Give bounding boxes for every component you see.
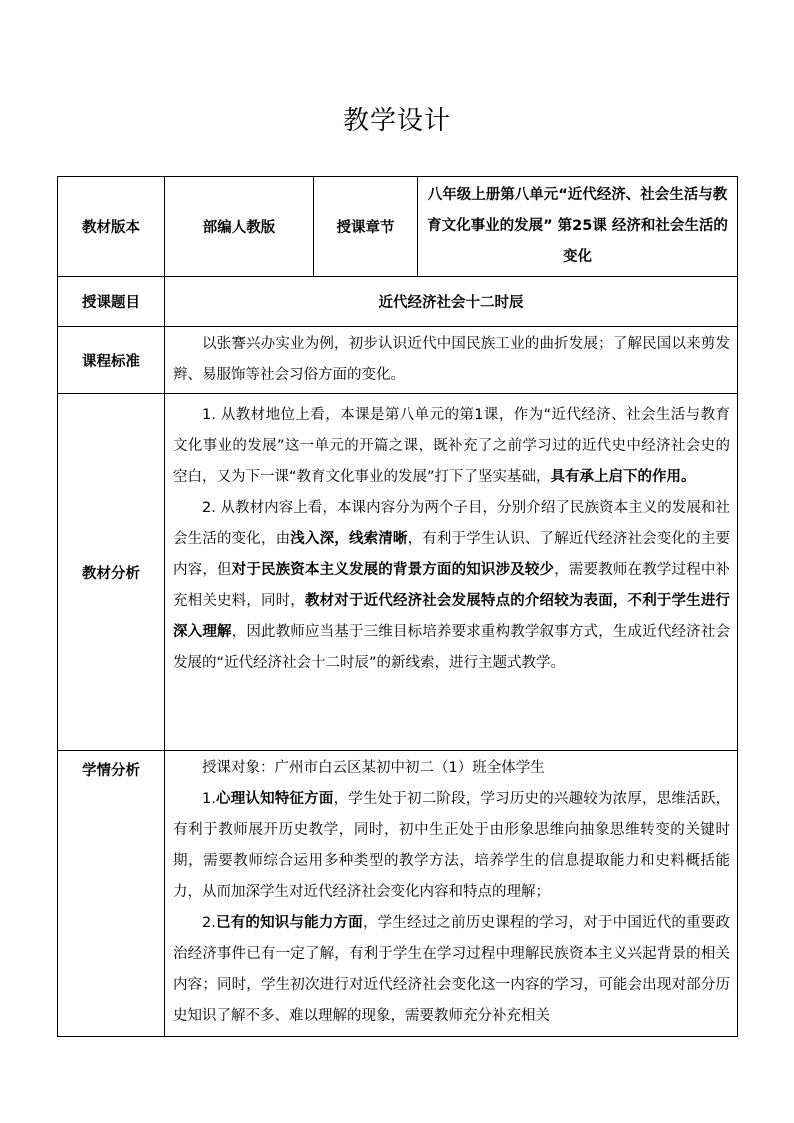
label-standard: 课程标准 <box>58 327 165 394</box>
value-chapter: 八年级上册第八单元“近代经济、社会生活与教育文化事业的发展” 第25课 经济和社会生活的变化 <box>418 177 738 277</box>
learner-paragraph-2: 2.已有的知识与能力方面，学生经过之前历史课程的学习，对于中国近代的重要政治经济事件已有一定了解，有利于学生在学习过程中理解民族资本主义兴起背景的相关内容；同时，学生初次进行对近代经济社会变化这一内容的学习，可能会出现对部分历史知识了解不多、难以理解的现象，需要教师充分补充相关 <box>173 915 730 1024</box>
page-title: 教学设计 <box>342 106 451 136</box>
row-textbook-edition <box>58 177 738 277</box>
lesson-design-table <box>57 176 738 1037</box>
row-lesson-topic <box>58 277 738 327</box>
value-topic: 近代经济社会十二时辰 <box>165 277 738 327</box>
learner-paragraph-1: 1.心理认知特征方面，学生处于初二阶段，学习历史的兴趣较为浓厚，思维活跃，有利于教师展开历史教学，同时，初中生正处于由形象思维向抽象思维转变的关键时期，需要教师综合运用多种类型的教学方法，培养学生的信息提取能力和史料概括能力，从而加深学生对近代经济社会变化内容和特点的理解； <box>173 791 731 900</box>
label-topic: 授课题目 <box>58 277 165 327</box>
label-edition: 教材版本 <box>58 177 165 277</box>
label-learner-analysis: 学情分析 <box>58 751 165 1037</box>
analysis-paragraph-2: 2. 从教材内容上看，本课内容分为两个子目，分别介绍了民族资本主义的发展和社会生活的变化，由浅入深，线索清晰，有利于学生认识、了解近代经济社会变化的主要内容，但对于民族资本主义发展的背景方面的知识涉及较少，需要教师在教学过程中补充相关史料，同时，教材对于近代经济社会发展特点的介绍较为表面，不利于学生进行深入理解，因此教师应当基于三维目标培养要求重构教学叙事方式，生成近代经济社会发展的“近代经济社会十二时辰”的新线索，进行主题式教学。 <box>173 500 731 671</box>
label-textbook-analysis: 教材分析 <box>58 394 165 751</box>
standard-text: 以张謇兴办实业为例，初步认识近代中国民族工业的曲折发展；了解民国以来剪发辫、易服饰等社会习俗方面的变化。 <box>173 336 730 383</box>
learner-target: 授课对象：广州市白云区某初中初二（1）班全体学生 <box>202 760 545 776</box>
analysis-paragraph-1: 1. 从教材地位上看，本课是第八单元的第1课，作为“近代经济、社会生活与教育文化事业的发展”这一单元的开篇之课，既补充了之前学习过的近代史中经济社会史的空白，又为下一课“教育文化事业的发展”打下了坚实基础，具有承上启下的作用。 <box>173 407 730 485</box>
label-chapter: 授课章节 <box>314 177 418 277</box>
row-curriculum-standard <box>58 327 738 394</box>
row-learner-analysis <box>58 751 738 1037</box>
value-edition: 部编人教版 <box>165 177 314 277</box>
row-textbook-analysis <box>58 394 738 751</box>
